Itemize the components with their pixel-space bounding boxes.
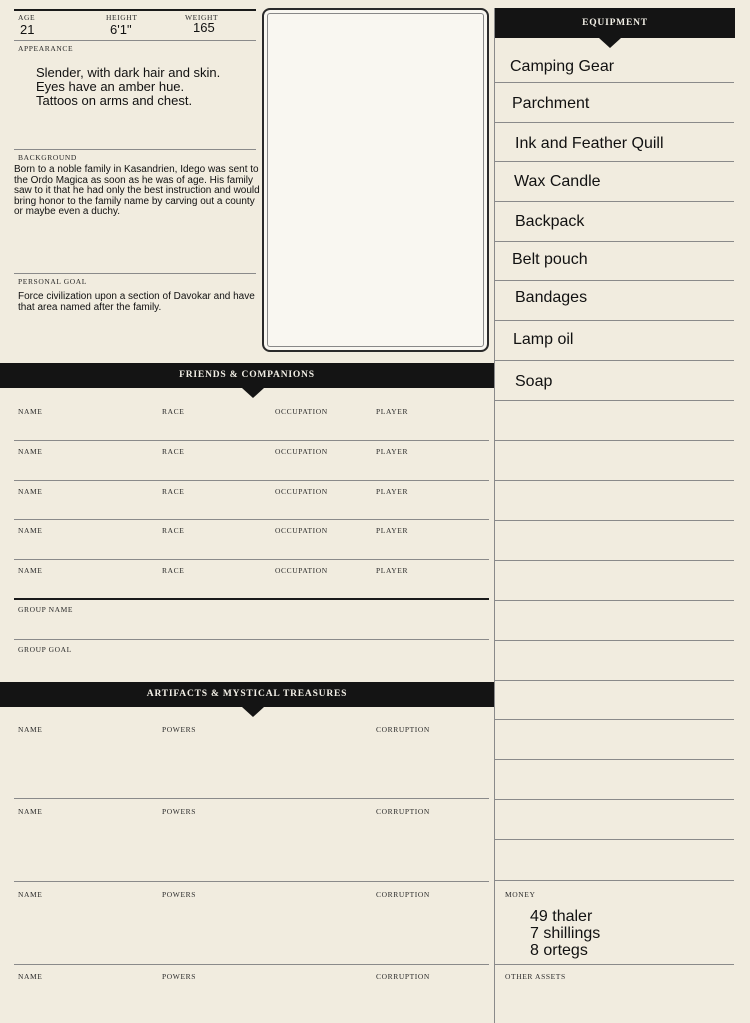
money-line: 8 ortegs [530,942,588,959]
appearance-line: Eyes have an amber hue. [36,79,185,94]
equipment-item[interactable]: Soap [515,373,553,390]
equipment-line [495,640,734,641]
money-line: 7 shillings [530,925,601,942]
artifacts-banner [0,682,494,707]
age-label: AGE [18,13,36,22]
appearance-text[interactable] [36,66,220,108]
equipment-line [495,360,734,361]
friend-row-rule [14,440,489,441]
weight-label: WEIGHT [185,13,219,22]
artifact-name-label: NAME [18,725,43,734]
friend-player-label: PLAYER [376,447,409,456]
friend-occupation-label: OCCUPATION [275,407,328,416]
equipment-line [495,719,734,720]
friend-race-label: RACE [162,407,185,416]
friend-row-rule [14,559,489,560]
artifact-corruption-label: CORRUPTION [376,890,430,899]
artifact-powers-label: POWERS [162,890,197,899]
artifact-powers-label: POWERS [162,807,197,816]
friend-occupation-label: OCCUPATION [275,447,328,456]
equipment-item[interactable]: Backpack [515,213,585,230]
equipment-line [495,440,734,441]
appearance-label: APPEARANCE [18,44,74,53]
friend-name-label: NAME [18,526,43,535]
friend-name-label: NAME [18,566,43,575]
stats-top-rule [14,9,256,11]
equipment-line [495,122,734,123]
artifact-name-label: NAME [18,807,43,816]
equipment-line [495,560,734,561]
group-name-rule [14,639,489,640]
friend-name-label: NAME [18,447,43,456]
equipment-title: EQUIPMENT [582,18,648,28]
artifact-row-rule [14,881,489,882]
artifact-corruption-label: CORRUPTION [376,725,430,734]
friend-race-label: RACE [162,487,185,496]
friend-row-rule [14,519,489,520]
appearance-line: Tattoos on arms and chest. [36,93,193,108]
equipment-line [495,759,734,760]
equipment-banner [495,8,735,38]
artifact-row-rule [14,798,489,799]
equipment-line [495,839,734,840]
group-goal-label: GROUP GOAL [18,645,72,654]
personal-goal-label: PERSONAL GOAL [18,277,87,286]
age-value[interactable]: 21 [20,22,35,37]
equipment-line [495,520,734,521]
background-bottom-rule [14,273,256,274]
friend-occupation-label: OCCUPATION [275,487,328,496]
friend-section-rule [14,598,489,600]
other-assets-label: OTHER ASSETS [505,972,566,981]
equipment-item[interactable]: Camping Gear [510,58,615,75]
appearance-line: Slender, with dark hair and skin. [36,65,221,80]
artifact-row-rule [14,964,489,965]
artifact-corruption-label: CORRUPTION [376,972,430,981]
equipment-item[interactable]: Ink and Feather Quill [515,135,664,152]
friends-title: FRIENDS & COMPANIONS [179,370,315,380]
friend-occupation-label: OCCUPATION [275,526,328,535]
equipment-item[interactable]: Belt pouch [512,251,588,268]
friends-banner-notch [242,388,264,398]
height-label: HEIGHT [106,13,138,22]
portrait-frame[interactable] [262,8,489,352]
friend-player-label: PLAYER [376,526,409,535]
appearance-bottom-rule [14,149,256,150]
friend-player-label: PLAYER [376,487,409,496]
artifact-powers-label: POWERS [162,725,197,734]
artifacts-title: ARTIFACTS & MYSTICAL TREASURES [146,689,348,699]
personal-goal-text[interactable]: Force civilization upon a section of Davokar and have that area named after the family. [18,291,255,313]
equipment-line [495,241,734,242]
equipment-line [495,400,734,401]
friend-row-rule [14,480,489,481]
artifacts-banner-notch [242,707,264,717]
friends-banner [0,363,494,388]
equipment-item[interactable]: Bandages [515,289,588,306]
artifact-corruption-label: CORRUPTION [376,807,430,816]
artifact-name-label: NAME [18,972,43,981]
friend-occupation-label: OCCUPATION [275,566,328,575]
friend-name-label: NAME [18,487,43,496]
friend-race-label: RACE [162,566,185,575]
equipment-banner-notch [599,38,621,48]
money-label: MONEY [505,890,536,899]
equipment-line [495,161,734,162]
equipment-item[interactable]: Wax Candle [514,173,601,190]
equipment-line [495,480,734,481]
money-line: 49 thaler [530,908,593,925]
money-values[interactable] [530,908,600,959]
equipment-line [495,680,734,681]
background-label: BACKGROUND [18,153,77,162]
friend-player-label: PLAYER [376,566,409,575]
friend-race-label: RACE [162,447,185,456]
equipment-line [495,82,734,83]
equipment-line [495,880,734,881]
equipment-line [495,320,734,321]
money-bottom-rule [495,964,734,965]
equipment-line [495,280,734,281]
height-value[interactable]: 6'1" [110,22,132,37]
equipment-line [495,201,734,202]
equipment-item[interactable]: Parchment [512,95,590,112]
equipment-line [495,799,734,800]
stats-bottom-rule [14,40,256,41]
background-text[interactable]: Born to a noble family in Kasandrien, Idego was sent to the Ordo Magica as soon as he was of age. His family saw to it that he had only the best instruction and would bring honor to the family name by carving out a county or maybe even a duchy. [14,164,260,217]
artifact-name-label: NAME [18,890,43,899]
equipment-item[interactable]: Lamp oil [513,331,574,348]
friend-name-label: NAME [18,407,43,416]
equipment-line [495,600,734,601]
weight-value[interactable]: 165 [193,20,215,35]
friend-player-label: PLAYER [376,407,409,416]
artifact-powers-label: POWERS [162,972,197,981]
group-name-label: GROUP NAME [18,605,74,614]
friend-race-label: RACE [162,526,185,535]
